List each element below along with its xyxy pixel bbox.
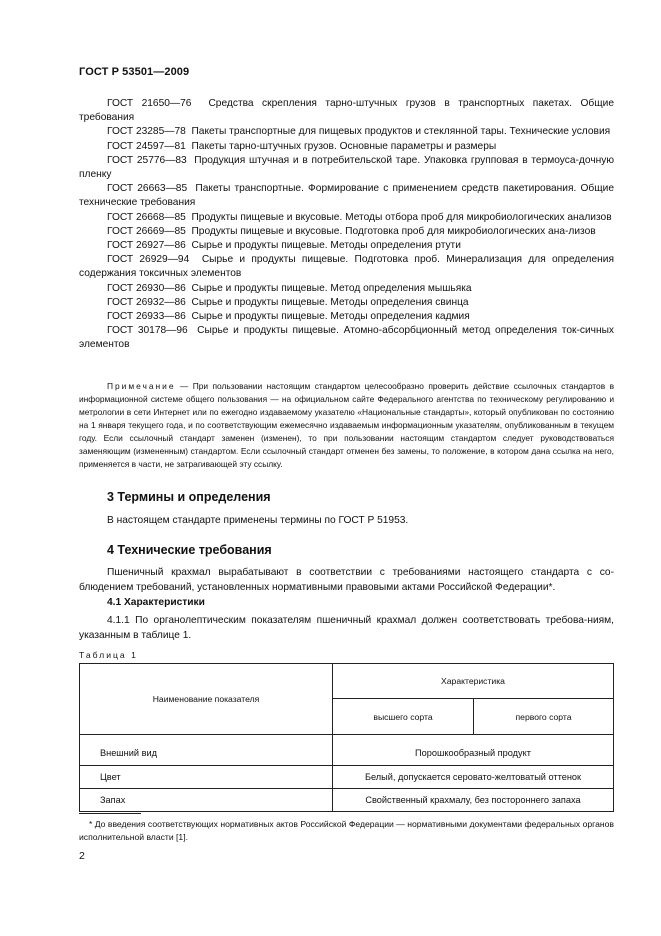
table-row xyxy=(80,766,614,789)
row-value: Порошкообразный продукт xyxy=(333,735,614,766)
reference-item xyxy=(79,225,614,239)
references-note xyxy=(79,380,614,471)
reference-title: Сырье и продукты пищевые. Атомно-абсорбционный метод определения ток-сичных элементов xyxy=(79,325,614,351)
reference-item xyxy=(79,324,614,352)
column-header-name: Наименование показателя xyxy=(80,664,333,735)
reference-title: Средства скрепления тарно-штучных грузов в транспортных пакетах. Общие требования xyxy=(79,98,614,124)
note-title: Примечание xyxy=(107,381,176,391)
note-text: — При пользовании настоящим стандартом целесообразно проверить действие ссылочных стандартов в информационной системе общего пользования — на официальном сайте Федерального агентства по техническому регулированию и метрологии в сети Интернет или по ежегодно издаваемому указателю «Национальные стандарты», который опубликован по состоянию на 1 января текущего года, и по соответствующим ежемесячно издаваемым информационным указателям, опубликованным в текущем году. Если ссылочный стандарт заменен (изменен), то при пользовании настоящим стандартом следует руководствоваться заменяющим (измененным) стандартом. Если ссылочный стандарт отменен без замены, то положение, в котором дана ссылка на него, применяется в части, не затрагивающей эту ссылку. xyxy=(79,381,615,469)
reference-title: Пакеты тарно-штучных грузов. Основные параметры и размеры xyxy=(191,140,497,152)
reference-code: ГОСТ 26927—86 xyxy=(107,240,186,252)
section-4-1-1-text: 4.1.1 По органолептическим показателям пшеничный крахмал должен соответствовать требова-ниям, указанным в таблице 1. xyxy=(79,615,614,641)
reference-code: ГОСТ 26668—85 xyxy=(107,211,186,223)
reference-title: Сырье и продукты пищевые. Методы определения свинца xyxy=(191,296,469,308)
reference-code: ГОСТ 21650—76 xyxy=(107,98,192,109)
section-3-heading: 3 Термины и определения xyxy=(107,490,271,504)
normative-references-list xyxy=(79,97,614,353)
reference-title: Пакеты транспортные для пищевых продуктов и стеклянной тары. Технические условия xyxy=(191,126,611,138)
reference-code: ГОСТ 26669—85 xyxy=(107,225,186,237)
reference-code: ГОСТ 26932—86 xyxy=(107,296,186,308)
reference-code: ГОСТ 23285—78 xyxy=(107,126,186,138)
row-value: Белый, допускается серовато-желтоватый оттенок xyxy=(333,766,614,789)
section-4-heading: 4 Технические требования xyxy=(107,543,272,557)
reference-code: ГОСТ 26929—94 xyxy=(107,254,190,266)
footnote: * До введения соответствующих нормативных актов Российской Федерации — нормативными документами федеральных органов исполнительной власти [1]. xyxy=(79,819,614,842)
reference-item xyxy=(79,211,614,225)
reference-title: Сырье и продукты пищевые. Подготовка проб. Минерализация для определения содержания токсичных элементов xyxy=(79,254,614,280)
reference-title: Сырье и продукты пищевые. Методы определения ртути xyxy=(191,240,461,252)
column-header-first-grade: первого сорта xyxy=(474,699,614,735)
reference-title: Сырье и продукты пищевые. Метод определения мышьяка xyxy=(191,282,472,294)
reference-item xyxy=(79,182,614,210)
section-3-text: В настоящем стандарте применены термины по ГОСТ Р 51953. xyxy=(107,515,409,526)
reference-item xyxy=(79,296,614,310)
reference-code: ГОСТ 26930—86 xyxy=(107,282,186,294)
reference-code: ГОСТ 25776—83 xyxy=(107,154,187,166)
reference-title: Пакеты транспортные. Формирование с применением средств пакетирования. Общие технические требования xyxy=(79,183,614,209)
table-row xyxy=(80,789,614,812)
section-4-1-heading: 4.1 Характеристики xyxy=(107,597,205,608)
reference-title: Сырье и продукты пищевые. Методы определения кадмия xyxy=(191,311,470,323)
page-number: 2 xyxy=(79,850,85,862)
column-header-premium-grade: высшего сорта xyxy=(333,699,474,735)
reference-title: Продукты пищевые и вкусовые. Методы отбора проб для микробиологических анализов xyxy=(191,211,612,223)
reference-item xyxy=(79,140,614,154)
table-row xyxy=(80,735,614,766)
row-name: Запах xyxy=(80,789,333,812)
reference-item xyxy=(79,97,614,125)
table-header-row xyxy=(80,664,614,699)
reference-item xyxy=(79,239,614,253)
row-name: Внешний вид xyxy=(80,735,333,766)
reference-item xyxy=(79,282,614,296)
reference-item xyxy=(79,154,614,182)
organoleptic-table xyxy=(79,663,614,812)
reference-item xyxy=(79,253,614,281)
section-4-text: Пшеничный крахмал вырабатывают в соответствии с требованиями настоящего стандарта с со-блюдением требований, установленных нормативными правовыми актами Российской Федерации*. xyxy=(79,567,614,593)
reference-item xyxy=(79,125,614,139)
reference-code: ГОСТ 26933—86 xyxy=(107,311,186,323)
table-label: Таблица 1 xyxy=(79,650,138,660)
footnote-separator xyxy=(79,813,141,814)
reference-code: ГОСТ 26663—85 xyxy=(107,183,188,195)
reference-code: ГОСТ 24597—81 xyxy=(107,140,186,152)
reference-title: Продукты пищевые и вкусовые. Подготовка проб для микробиологических ана-лизов xyxy=(191,225,596,237)
reference-item xyxy=(79,310,614,324)
row-value: Свойственный крахмалу, без постороннего запаха xyxy=(333,789,614,812)
reference-title: Продукция штучная и в потребительской таре. Упаковка групповая в термоуса-дочную пленку xyxy=(79,154,614,181)
standard-header: ГОСТ Р 53501—2009 xyxy=(79,66,190,78)
reference-code: ГОСТ 30178—96 xyxy=(107,325,188,337)
column-header-characteristic: Характеристика xyxy=(333,664,614,699)
row-name: Цвет xyxy=(80,766,333,789)
